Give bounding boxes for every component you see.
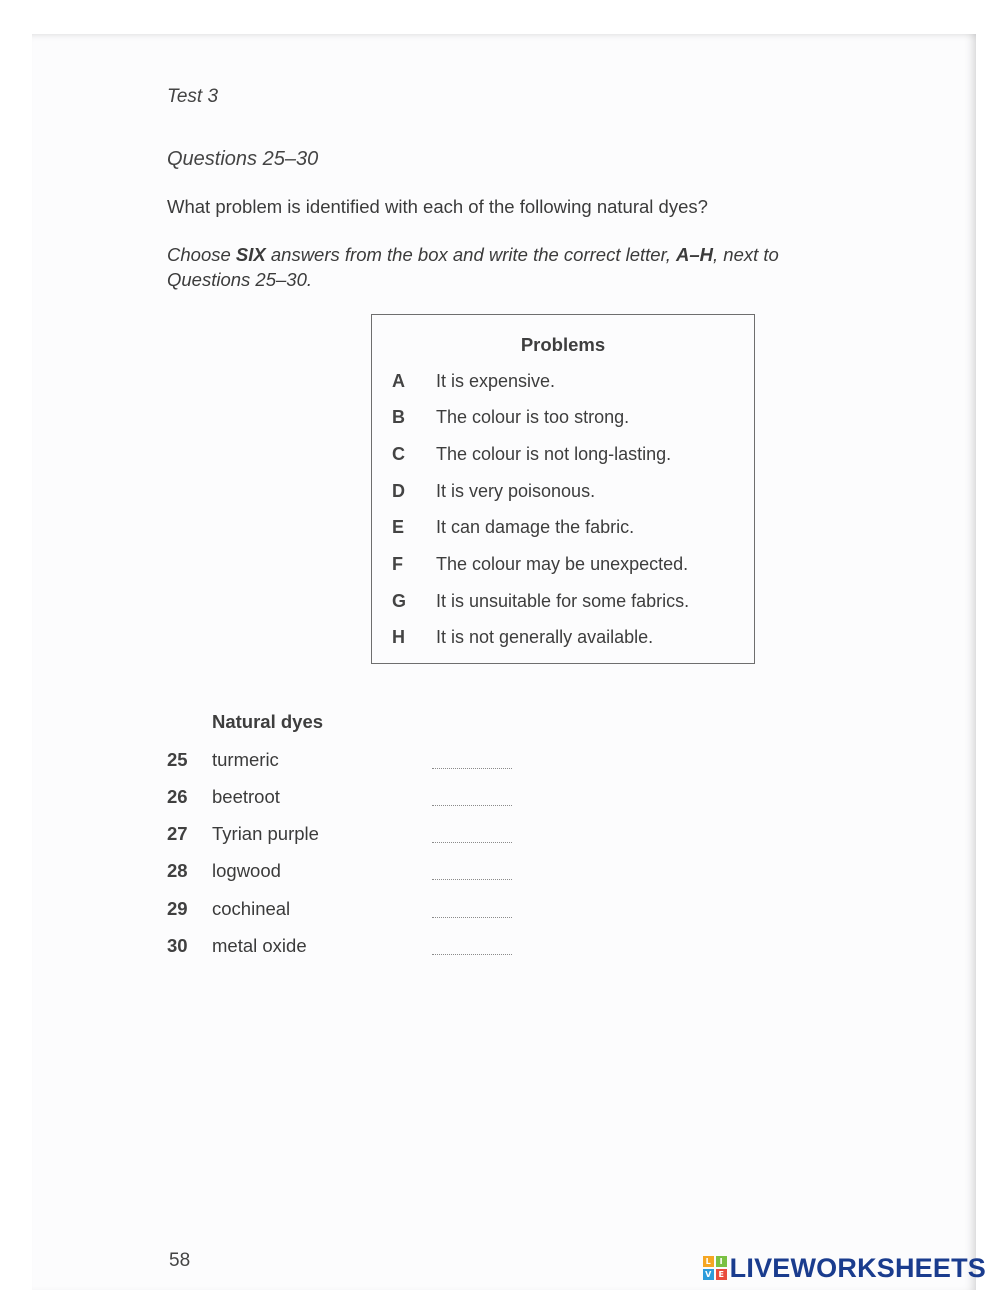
dye-name: logwood (212, 860, 281, 881)
option-letter: G (392, 591, 407, 611)
option-text: It is expensive. (436, 371, 556, 391)
option-letter: C (392, 444, 405, 464)
instruction-bold-six: SIX (235, 244, 266, 265)
option-text: It is very poisonous. (436, 481, 596, 501)
dye-name: Tyrian purple (212, 823, 319, 844)
dye-name: metal oxide (212, 935, 307, 956)
problem-option-h (392, 627, 653, 648)
problem-option-c (392, 444, 671, 465)
problems-box-title: Problems (520, 334, 606, 355)
question-number: 25 (167, 749, 188, 770)
dye-question-29 (167, 898, 512, 920)
option-text: The colour is too strong. (436, 407, 630, 427)
answer-field[interactable] (432, 865, 512, 880)
answer-field[interactable] (432, 903, 512, 918)
dye-name: cochineal (212, 898, 291, 919)
option-text: It is not generally available. (436, 627, 654, 647)
question-number: 30 (167, 935, 188, 956)
dye-question-25 (167, 749, 512, 771)
question-number: 29 (167, 898, 188, 919)
option-letter: F (392, 554, 403, 574)
dye-name: beetroot (212, 786, 280, 807)
test-label: Test 3 (167, 86, 219, 107)
questions-title: Questions 25–30 (167, 148, 319, 170)
dye-question-28 (167, 860, 512, 882)
option-letter: E (392, 517, 405, 537)
question-number: 27 (167, 823, 188, 844)
logo-icon-tile: L (703, 1256, 714, 1267)
option-text: It is unsuitable for some fabrics. (436, 591, 690, 611)
problem-option-d (392, 481, 595, 502)
liveworksheets-logo-icon (703, 1256, 727, 1280)
logo-icon-tile: V (703, 1269, 714, 1280)
logo-icon-tile: E (716, 1269, 727, 1280)
option-letter: D (392, 481, 405, 501)
problems-box (371, 314, 755, 664)
logo-icon-tile: I (716, 1256, 727, 1267)
liveworksheets-logo[interactable] (703, 1252, 986, 1284)
question-number: 28 (167, 860, 188, 881)
option-letter: H (392, 627, 405, 647)
problem-option-f (392, 554, 688, 575)
option-text: The colour is not long-lasting. (436, 444, 672, 464)
option-letter: A (392, 371, 405, 391)
answer-field[interactable] (432, 940, 512, 955)
option-text: The colour may be unexpected. (436, 554, 689, 574)
natural-dyes-title: Natural dyes (212, 711, 324, 732)
option-text: It can damage the fabric. (436, 517, 635, 537)
problem-option-g (392, 591, 689, 612)
dye-name: turmeric (212, 749, 279, 770)
problem-option-a (392, 371, 555, 392)
instruction-text (167, 242, 867, 292)
problem-option-e (392, 517, 634, 538)
dye-question-27 (167, 823, 512, 845)
answer-field[interactable] (432, 791, 512, 806)
question-number: 26 (167, 786, 188, 807)
answer-field[interactable] (432, 828, 512, 843)
option-letter: B (392, 407, 405, 427)
instruction-part-1: Choose (167, 244, 236, 265)
dye-question-30 (167, 935, 512, 957)
liveworksheets-brand-text: LIVEWORKSHEETS (729, 1252, 986, 1283)
question-prompt: What problem is identified with each of the following natural dyes? (167, 196, 708, 217)
answer-field[interactable] (432, 754, 512, 769)
page-number: 58 (169, 1250, 191, 1271)
instruction-part-2: answers from the box and write the correct letter, (265, 244, 676, 265)
instruction-part-3: , next to Questions 25–30. (167, 244, 779, 290)
instruction-bold-range: A–H (676, 244, 714, 265)
problem-option-b (392, 407, 629, 428)
dye-question-26 (167, 786, 512, 808)
